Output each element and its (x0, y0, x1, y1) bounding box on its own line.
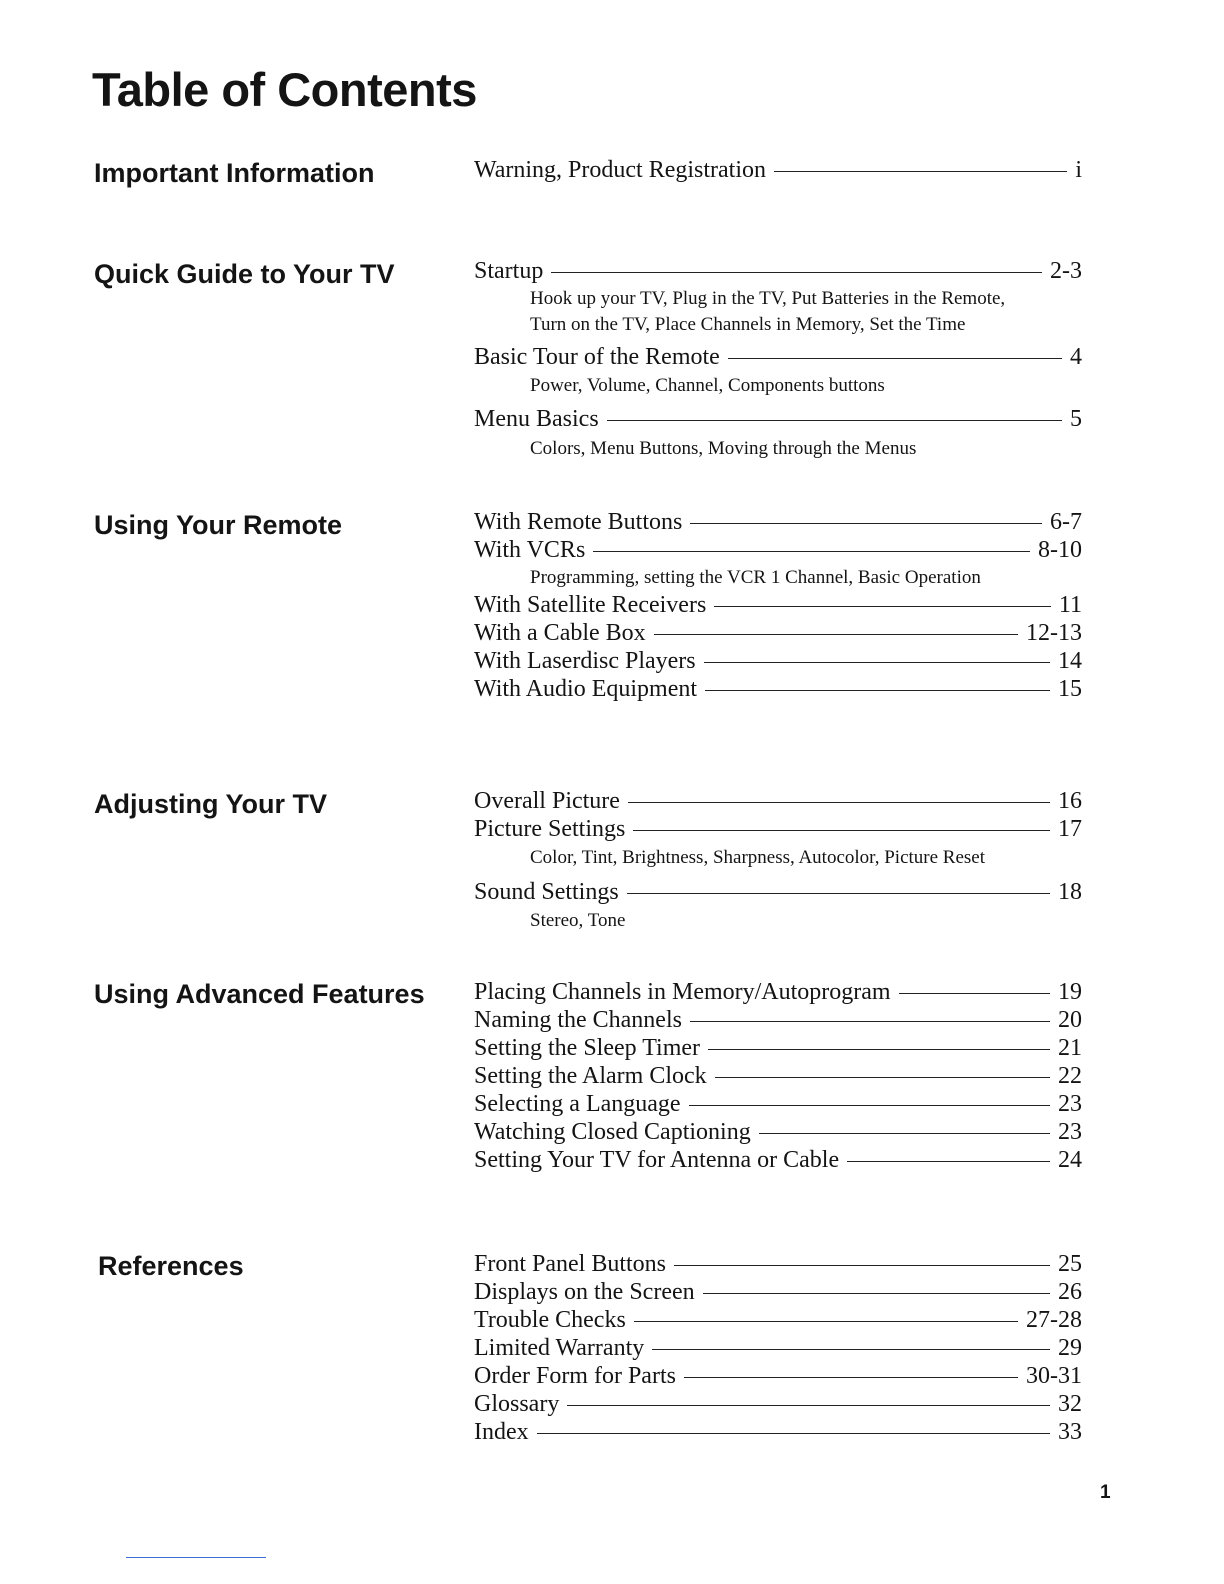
toc-entry-page: 14 (1058, 648, 1082, 674)
page-number: 1 (1100, 1482, 1111, 1503)
dot-leader (708, 1049, 1050, 1050)
toc-subtopics: Color, Tint, Brightness, Sharpness, Autocolor, Picture Reset (530, 847, 986, 868)
toc-entry-label: Front Panel Buttons (474, 1251, 667, 1277)
toc-entry-page: 23 (1058, 1091, 1082, 1117)
dot-leader (759, 1133, 1050, 1134)
toc-entry-order-form[interactable] (474, 1363, 1082, 1393)
section-heading-using-remote: Using Your Remote (94, 510, 343, 540)
dot-leader (593, 551, 1030, 552)
dot-leader (690, 523, 1042, 524)
toc-entry-page: 33 (1058, 1419, 1082, 1445)
toc-entry-label: Placing Channels in Memory/Autoprogram (474, 979, 891, 1005)
dot-leader (715, 1077, 1050, 1078)
toc-entry-sleep-timer[interactable] (474, 1035, 1082, 1065)
toc-entry-page: 29 (1058, 1335, 1082, 1361)
footer-rule (126, 1557, 266, 1558)
dot-leader (847, 1161, 1050, 1162)
toc-subtopics: Programming, setting the VCR 1 Channel, Basic Operation (530, 567, 981, 588)
toc-entry-startup[interactable] (474, 258, 1082, 288)
dot-leader (652, 1349, 1050, 1350)
dot-leader (714, 606, 1051, 607)
toc-entry-picture-settings[interactable] (474, 816, 1082, 846)
toc-entry-label: With Satellite Receivers (474, 592, 707, 618)
toc-entry-label: With VCRs (474, 537, 586, 563)
toc-entry-label: Sound Settings (474, 879, 619, 905)
toc-entry-alarm-clock[interactable] (474, 1063, 1082, 1093)
dot-leader (567, 1405, 1050, 1406)
toc-entry-label: With a Cable Box (474, 620, 646, 646)
page-title: Table of Contents (92, 63, 477, 116)
toc-subtopics: Turn on the TV, Place Channels in Memory, Set the Time (530, 314, 966, 335)
toc-entry-page: 19 (1058, 979, 1082, 1005)
toc-entry-label: Overall Picture (474, 788, 620, 814)
toc-entry-page: 15 (1058, 676, 1082, 702)
toc-entry-warranty[interactable] (474, 1335, 1082, 1365)
dot-leader (607, 420, 1062, 421)
toc-entry-page: 2-3 (1050, 258, 1082, 284)
toc-entry-remote-buttons[interactable] (474, 509, 1082, 539)
toc-entry-page: 25 (1058, 1251, 1082, 1277)
toc-entry-label: Basic Tour of the Remote (474, 344, 720, 370)
toc-entry-glossary[interactable] (474, 1391, 1082, 1421)
toc-entry-label: With Laserdisc Players (474, 648, 696, 674)
toc-entry-page: 30-31 (1026, 1363, 1082, 1389)
dot-leader (551, 272, 1042, 273)
toc-entry-basic-tour-remote[interactable] (474, 344, 1082, 374)
toc-entry-page: 11 (1058, 592, 1082, 618)
toc-entry-page: 16 (1058, 788, 1082, 814)
section-heading-references: References (98, 1251, 244, 1281)
toc-entry-warning[interactable] (474, 157, 1082, 187)
toc-entry-laserdisc[interactable] (474, 648, 1082, 678)
toc-subtopics: Hook up your TV, Plug in the TV, Put Batteries in the Remote, (530, 288, 1006, 309)
dot-leader (689, 1105, 1050, 1106)
toc-entry-satellite[interactable] (474, 592, 1082, 622)
toc-entry-closed-captioning[interactable] (474, 1119, 1082, 1149)
toc-entry-page: 5 (1070, 406, 1082, 432)
toc-entry-index[interactable] (474, 1419, 1082, 1449)
toc-entry-page: 23 (1058, 1119, 1082, 1145)
toc-entry-page: 22 (1058, 1063, 1082, 1089)
dot-leader (633, 830, 1050, 831)
dot-leader (628, 802, 1050, 803)
toc-entry-overall-picture[interactable] (474, 788, 1082, 818)
toc-entry-page: 20 (1058, 1007, 1082, 1033)
toc-entry-page: 17 (1058, 816, 1082, 842)
dot-leader (690, 1021, 1050, 1022)
dot-leader (654, 634, 1018, 635)
dot-leader (684, 1377, 1018, 1378)
toc-entry-menu-basics[interactable] (474, 406, 1082, 436)
toc-entry-front-panel[interactable] (474, 1251, 1082, 1281)
toc-entry-label: Displays on the Screen (474, 1279, 695, 1305)
section-heading-adjusting-tv: Adjusting Your TV (94, 789, 327, 819)
toc-entry-trouble-checks[interactable] (474, 1307, 1082, 1337)
dot-leader (728, 358, 1062, 359)
dot-leader (634, 1321, 1018, 1322)
toc-entry-page: i (1075, 157, 1082, 183)
section-heading-advanced-features: Using Advanced Features (94, 979, 425, 1009)
toc-entry-label: With Audio Equipment (474, 676, 698, 702)
toc-entry-page: 12-13 (1026, 620, 1082, 646)
dot-leader (774, 171, 1067, 172)
section-heading-important-information: Important Information (94, 158, 375, 188)
toc-entry-autoprogram[interactable] (474, 979, 1082, 1009)
toc-entry-label: Trouble Checks (474, 1307, 626, 1333)
dot-leader (703, 1293, 1050, 1294)
toc-entry-label: Picture Settings (474, 816, 626, 842)
toc-entry-language[interactable] (474, 1091, 1082, 1121)
toc-entry-page: 27-28 (1026, 1307, 1082, 1333)
toc-entry-sound-settings[interactable] (474, 879, 1082, 909)
section-heading-quick-guide: Quick Guide to Your TV (94, 259, 395, 289)
toc-entry-cable-box[interactable] (474, 620, 1082, 650)
toc-subtopics: Stereo, Tone (530, 910, 626, 931)
toc-entry-label: Warning, Product Registration (474, 157, 767, 183)
toc-entry-audio[interactable] (474, 676, 1082, 706)
toc-entry-label: Limited Warranty (474, 1335, 645, 1361)
toc-entry-label: Index (474, 1419, 529, 1445)
toc-entry-naming-channels[interactable] (474, 1007, 1082, 1037)
toc-entry-label: Setting the Sleep Timer (474, 1035, 701, 1061)
toc-entry-vcrs[interactable] (474, 537, 1082, 567)
toc-entry-page: 18 (1058, 879, 1082, 905)
toc-entry-displays[interactable] (474, 1279, 1082, 1309)
toc-entry-label: With Remote Buttons (474, 509, 683, 535)
toc-subtopics: Power, Volume, Channel, Components buttons (530, 375, 885, 396)
toc-entry-page: 32 (1058, 1391, 1082, 1417)
toc-entry-page: 24 (1058, 1147, 1082, 1173)
toc-entry-label: Startup (474, 258, 544, 284)
dot-leader (537, 1433, 1050, 1434)
toc-entry-label: Menu Basics (474, 406, 599, 432)
dot-leader (705, 690, 1050, 691)
toc-entry-page: 8-10 (1038, 537, 1082, 563)
toc-entry-label: Setting the Alarm Clock (474, 1063, 707, 1089)
toc-subtopics: Colors, Menu Buttons, Moving through the Menus (530, 438, 917, 459)
dot-leader (627, 893, 1050, 894)
toc-entry-label: Watching Closed Captioning (474, 1119, 751, 1145)
toc-entry-label: Selecting a Language (474, 1091, 681, 1117)
toc-entry-page: 6-7 (1050, 509, 1082, 535)
toc-entry-page: 21 (1058, 1035, 1082, 1061)
toc-entry-label: Glossary (474, 1391, 560, 1417)
dot-leader (704, 662, 1050, 663)
toc-entry-label: Setting Your TV for Antenna or Cable (474, 1147, 840, 1173)
toc-entry-label: Naming the Channels (474, 1007, 682, 1033)
dot-leader (674, 1265, 1050, 1266)
toc-entry-page: 26 (1058, 1279, 1082, 1305)
dot-leader (899, 993, 1050, 994)
toc-entry-page: 4 (1070, 344, 1082, 370)
toc-entry-label: Order Form for Parts (474, 1363, 676, 1389)
toc-entry-antenna-cable[interactable] (474, 1147, 1082, 1177)
